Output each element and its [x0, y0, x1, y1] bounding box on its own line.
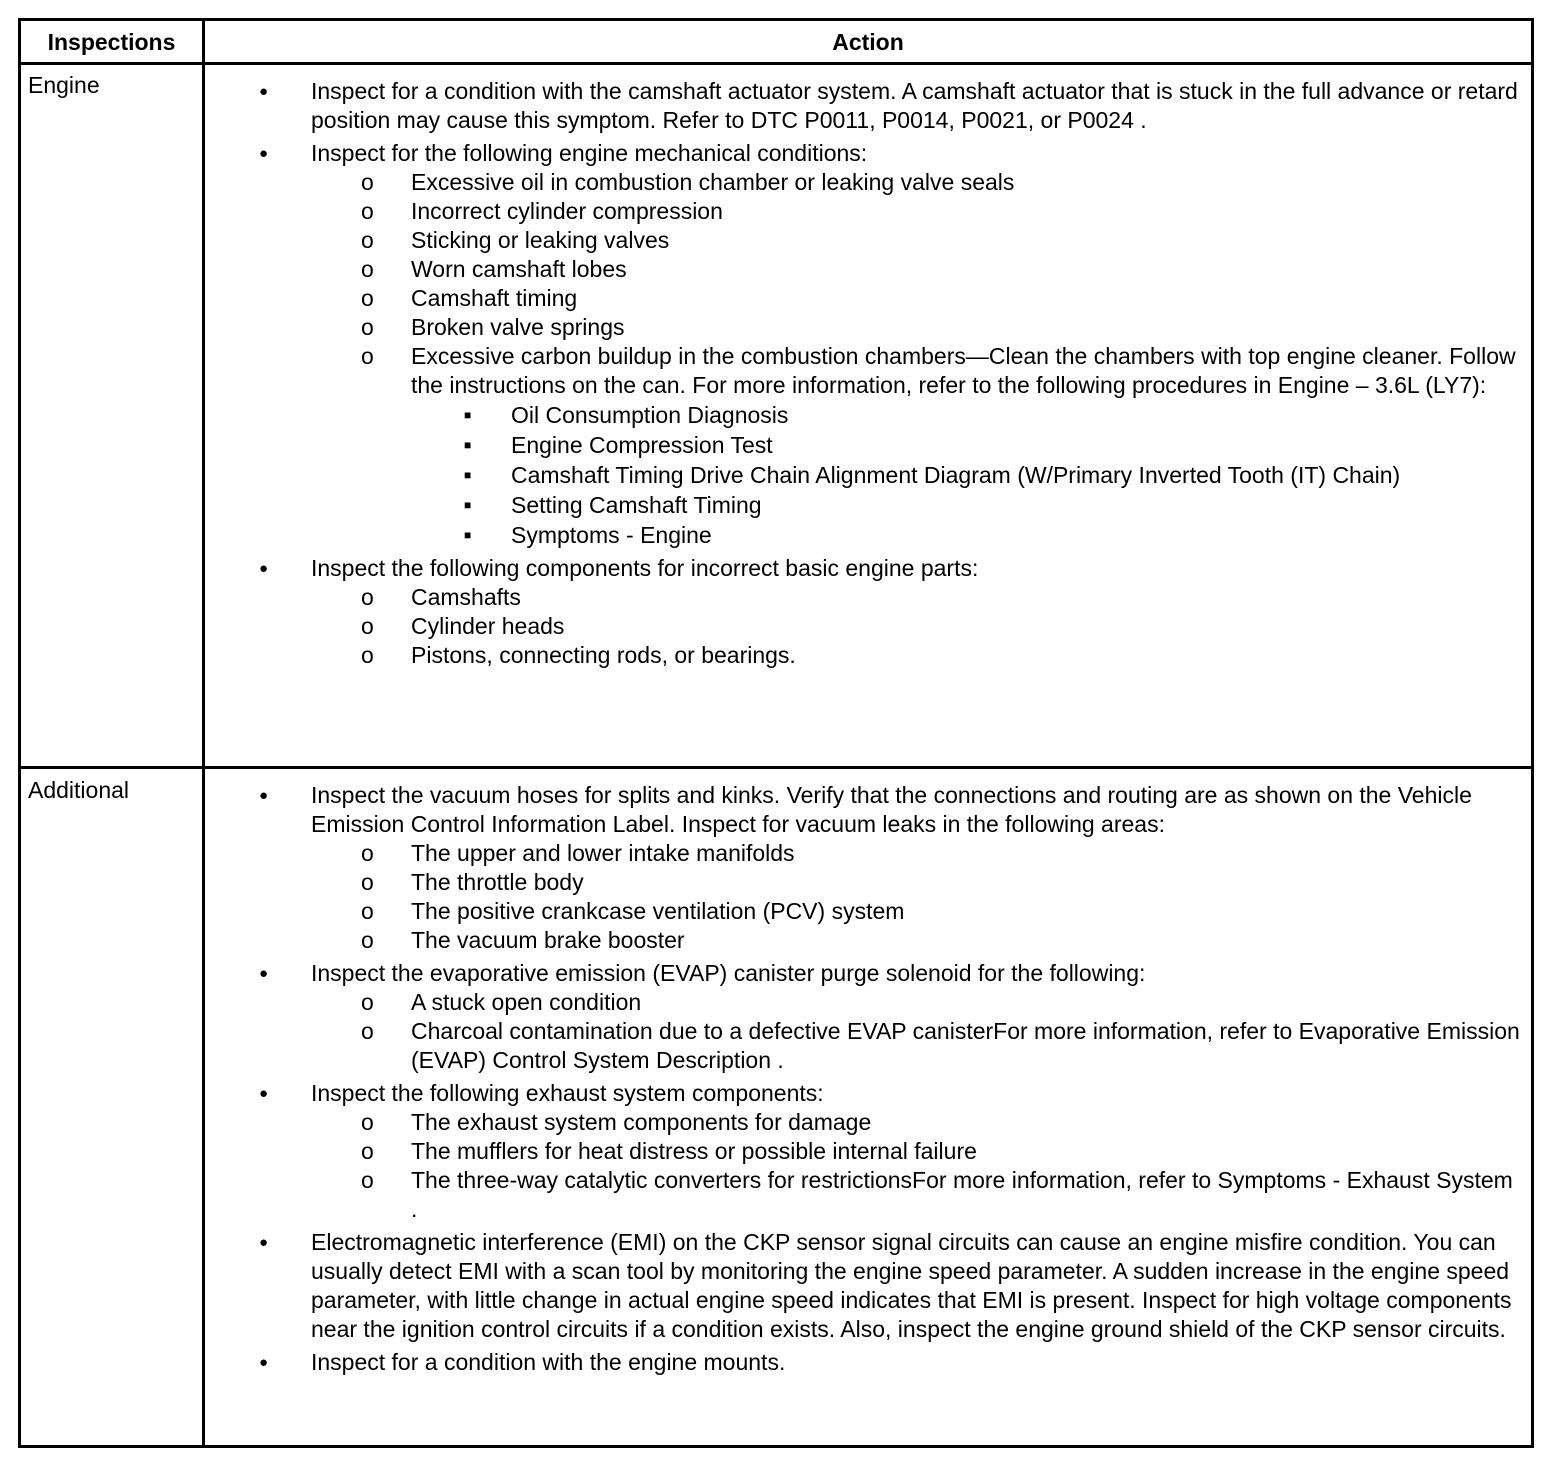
list-item: ● Inspect for a condition with the camshaft actuator system. A camshaft actuator that is stuck in the full advance or retard position may cause this symptom. Refer to DTC P0011, P0014, P0021, or P0024 .	[205, 77, 1521, 135]
sub-list-item: o The vacuum brake booster	[205, 926, 1521, 955]
list-item: ● Electromagnetic interference (EMI) on the CKP sensor signal circuits can cause an engine misfire condition. You can usually detect EMI with a scan tool by monitoring the engine speed parameter. A sudden increase in the engine speed parameter, with little change in actual engine speed indicates that EMI is present. Inspect for high voltage components near the ignition control circuits if a condition exists. Also, inspect the engine ground shield of the CKP sensor circuits.	[205, 1228, 1521, 1344]
sub-list-item: o Excessive carbon buildup in the combustion chambers—Clean the chambers with top engine cleaner. Follow the instructions on the can. For more information, refer to the following procedures in Engine – 3.6L (LY7):	[205, 342, 1521, 400]
engine-actions	[205, 77, 1521, 670]
sub-sub-list-item: ■ Oil Consumption Diagnosis	[205, 400, 1521, 430]
list-item: ● Inspect for a condition with the engine mounts.	[205, 1348, 1521, 1377]
sub-list-item: o A stuck open condition	[205, 988, 1521, 1017]
list-item-text: Inspect the following exhaust system components:	[311, 1080, 824, 1106]
list-item-text: Inspect for the following engine mechanical conditions:	[311, 140, 868, 166]
inspection-table	[18, 18, 1534, 1448]
sub-list-item: o The upper and lower intake manifolds	[205, 839, 1521, 868]
list-item	[205, 959, 1521, 1075]
list-item	[205, 781, 1521, 955]
sub-list-item: o Excessive oil in combustion chamber or leaking valve seals	[205, 168, 1521, 197]
list-item-text: Inspect the following components for incorrect basic engine parts:	[311, 555, 979, 581]
list-item-text: Inspect the vacuum hoses for splits and kinks. Verify that the connections and routing are as shown on the Vehicle Emission Control Information Label. Inspect for vacuum leaks in the following areas:	[311, 782, 1472, 837]
row-label-engine: Engine	[28, 72, 100, 98]
sub-list-item: o Broken valve springs	[205, 313, 1521, 342]
sub-list-item: o Cylinder heads	[205, 612, 1521, 641]
row-divider	[21, 766, 1531, 769]
row-label-additional: Additional	[28, 777, 130, 803]
sub-list-item: o Sticking or leaking valves	[205, 226, 1521, 255]
sub-list-item: o The throttle body	[205, 868, 1521, 897]
sub-sub-list-item: ■ Symptoms - Engine	[205, 520, 1521, 550]
sub-list-item: o Pistons, connecting rods, or bearings.	[205, 641, 1521, 670]
sub-list-item: o Camshafts	[205, 583, 1521, 612]
sub-list-item: o The mufflers for heat distress or possible internal failure	[205, 1137, 1521, 1166]
header-action: Action	[832, 28, 904, 55]
sub-list-item: o Charcoal contamination due to a defective EVAP canisterFor more information, refer to Evaporative Emission (EVAP) Control System Description .	[205, 1017, 1521, 1075]
sub-sub-list-item: ■ Engine Compression Test	[205, 430, 1521, 460]
sub-list-item: o The exhaust system components for damage	[205, 1108, 1521, 1137]
list-item	[205, 1079, 1521, 1224]
sub-sub-list-item: ■ Setting Camshaft Timing	[205, 490, 1521, 520]
list-item	[205, 139, 1521, 550]
list-item	[205, 554, 1521, 670]
sub-list-item: o The three-way catalytic converters for restrictionsFor more information, refer to Symptoms - Exhaust System .	[205, 1166, 1521, 1224]
list-item-text: Inspect the evaporative emission (EVAP) canister purge solenoid for the following:	[311, 960, 1146, 986]
sub-list-item: o Incorrect cylinder compression	[205, 197, 1521, 226]
sub-list-item: o Camshaft timing	[205, 284, 1521, 313]
sub-list-item: o The positive crankcase ventilation (PCV) system	[205, 897, 1521, 926]
sub-sub-list-item: ■ Camshaft Timing Drive Chain Alignment Diagram (W/Primary Inverted Tooth (IT) Chain)	[205, 460, 1521, 490]
sub-list-item: o Worn camshaft lobes	[205, 255, 1521, 284]
additional-actions	[205, 781, 1521, 1377]
header-inspections: Inspections	[47, 28, 176, 55]
